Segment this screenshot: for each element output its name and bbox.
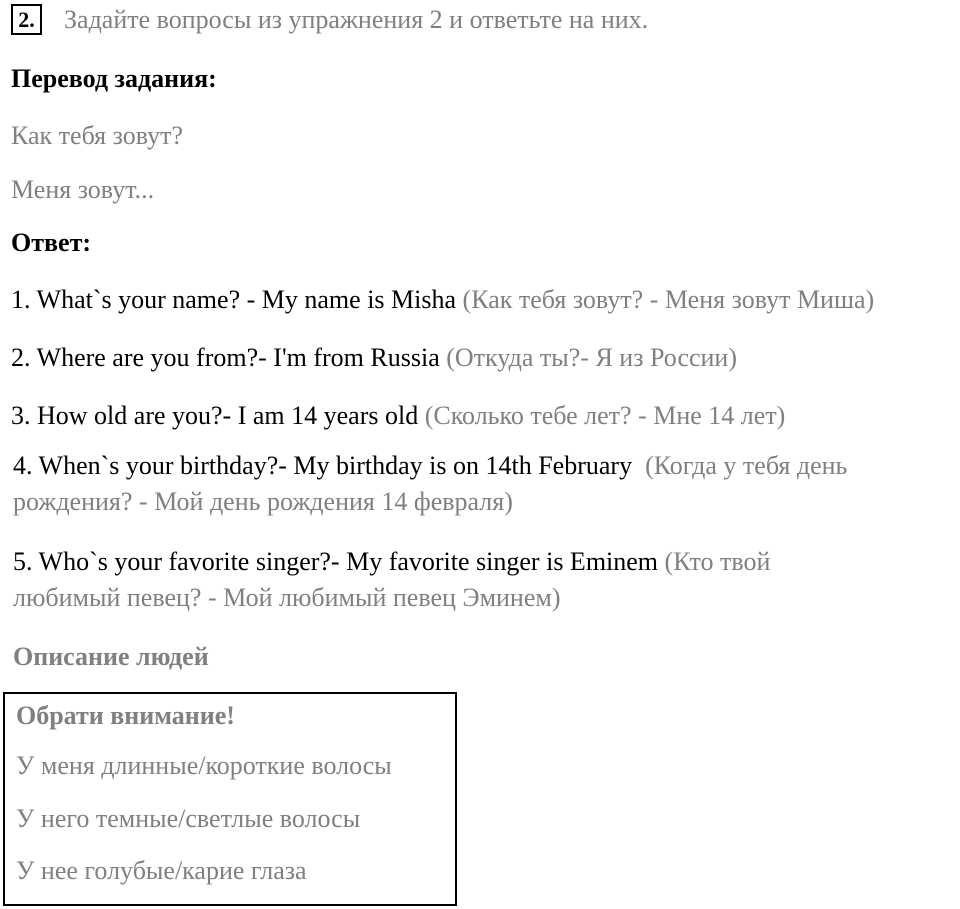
note-line-2: У него темные/светлые волосы [16, 804, 361, 833]
note-heading: Обрати внимание! [16, 701, 235, 730]
answer-heading: Ответ: [11, 228, 92, 257]
answer-item-ru: (Сколько тебе лет? - Мне 14 лет) [424, 401, 786, 430]
answer-item-ru: (Когда у тебя день рождения? - Мой день рождения 14 февраля) [13, 451, 848, 516]
answer-item-5 [13, 544, 873, 616]
answer-item-en: 3. How old are you?- I am 14 years old [11, 401, 419, 430]
note-box [3, 692, 457, 906]
answer-item-3 [11, 401, 785, 431]
answer-item-4 [13, 448, 943, 520]
task-number-badge: 2. [11, 4, 42, 35]
note-line-3: У нее голубые/карие глаза [16, 856, 307, 885]
task-instruction: Задайте вопросы из упражнения 2 и ответьте на них. [64, 5, 649, 34]
answer-item-ru: (Кто твой любимый певец? - Мой любимый певец Эминем) [13, 547, 771, 612]
answer-item-en: 2. Where are you from?- I'm from Russia [11, 343, 440, 372]
answer-item-2 [11, 343, 737, 373]
answer-item-en: 4. When`s your birthday?- My birthday is on 14th February [13, 451, 633, 480]
answer-item-ru: (Откуда ты?- Я из России) [446, 343, 738, 372]
answer-item-ru: (Как тебя зовут? - Меня зовут Миша) [462, 285, 875, 314]
answer-item-en: 1. What`s your name? - My name is Misha [11, 285, 457, 314]
section-heading: Описание людей [13, 642, 209, 671]
translation-heading: Перевод задания: [11, 64, 217, 93]
translation-line-2: Меня зовут... [11, 175, 155, 204]
note-line-1: У меня длинные/короткие волосы [16, 751, 392, 780]
translation-line-1: Как тебя зовут? [11, 121, 184, 150]
answer-item-1 [11, 285, 874, 315]
answer-item-en: 5. Who`s your favorite singer?- My favorite singer is Eminem [13, 547, 659, 576]
